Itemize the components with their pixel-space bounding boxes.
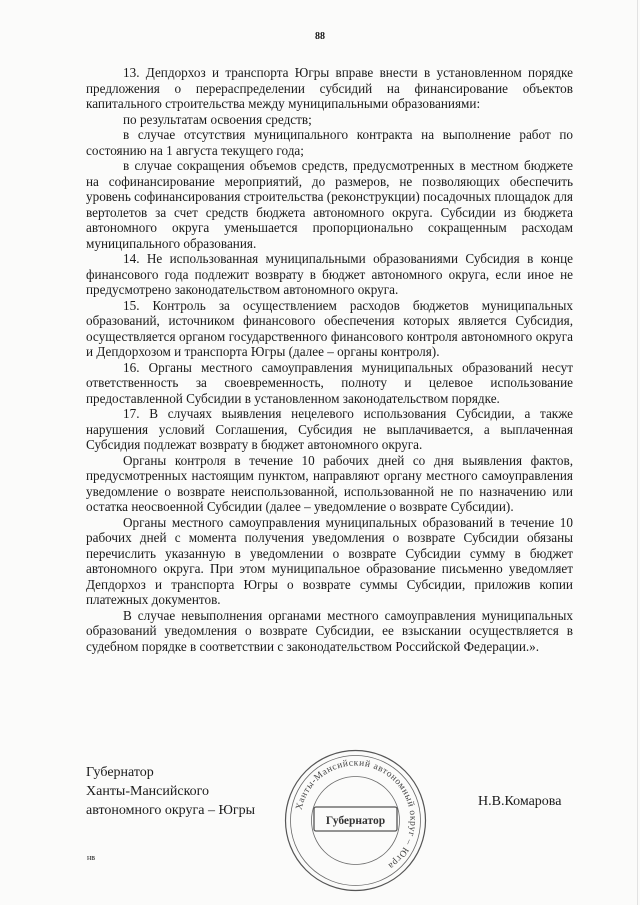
scan-edge-line [637, 0, 638, 905]
page-number: 88 [315, 31, 325, 42]
paragraph-14: 14. Не использованная муниципальными образованиями Субсидия в конце финансового года подлежит возврату в бюджет автономного округа, если иное не предусмотрено законодательством автономного округа. [86, 251, 573, 297]
paragraph-17-refund-duty: Органы местного самоуправления муниципальных образований в течение 10 рабочих дней с момента получения уведомления о возврате Субсидии обязаны перечислить указанную в уведомлении о возврате Субсидии сумму в бюджет автономного округа. При этом муниципальное образование письменно уведомляет Депдорхоз и транспорта Югры о возврате суммы Субсидии, приложив копии платежных документов. [86, 514, 573, 607]
official-seal-stamp [283, 748, 428, 893]
paragraph-17-court-recovery: В случае невыполнения органами местного самоуправления муниципальных образований уведомления о возврате Субсидии, ее взыскании осуществляется в судебном порядке в соответствии с законодательством Российской Федерации.». [86, 607, 573, 654]
signature-region-line-2: автономного округа – Югры [86, 803, 255, 818]
stamp-ring-text: Ханты-Мансийский автономный округ – Югра [294, 758, 418, 871]
paragraph-13-item-1: по результатам освоения средств; [123, 111, 312, 127]
document-body [86, 65, 573, 654]
signature-title: Губернатор [86, 765, 154, 780]
signature-block [86, 763, 255, 820]
signer-name: Н.В.Комарова [478, 794, 562, 809]
footer-code: нв [87, 853, 96, 862]
paragraph-13: 13. Депдорхоз и транспорта Югры вправе внести в установленном порядке предложения о перераспределении субсидий на финансирование объектов капитального строительства между муниципальными образованиями: [86, 65, 573, 111]
signature-region-line-1: Ханты-Мансийского [86, 784, 210, 799]
paragraph-16: 16. Органы местного самоуправления муниципальных образований несут ответственность за своевременность, полноту и целевое использование предоставленной Субсидии в установленном законодательством порядке. [86, 359, 573, 406]
stamp-center-text: Губернатор [325, 815, 386, 827]
paragraph-17-control-notice: Органы контроля в течение 10 рабочих дней со дня выявления фактов, предусмотренных настоящим пунктом, направляют органу местного самоуправления уведомление о возврате неиспользованной, использованной не по назначению или остатка неосвоенной Субсидии (далее – уведомление о возврате Субсидии). [86, 452, 573, 514]
paragraph-17: 17. В случаях выявления нецелевого использования Субсидии, а также нарушения условий Соглашения, Субсидия не выплачивается, а выплаченная Субсидия подлежат возврату в бюджет автономного округа. [86, 406, 573, 452]
paragraph-15: 15. Контроль за осуществлением расходов бюджетов муниципальных образований, источником финансового обеспечения которых является Субсидия, осуществляется органом государственного финансового контроля автономного округа и Депдорхозом и транспорта Югры (далее – органы контроля). [86, 297, 573, 359]
paragraph-13-item-2: в случае отсутствия муниципального контракта на выполнение работ по состоянию на 1 августа текущего года; [86, 127, 573, 158]
paragraph-13-item-3: в случае сокращения объемов средств, предусмотренных в местном бюджете на софинансирование мероприятий, до размеров, не позволяющих обеспечить уровень софинансирования строительства (реконструкции) посадочных площадок для вертолетов за счет средств бюджета автономного округа. Субсидии из бюджета автономного округа уменьшается пропорционально сокращенным расходам муниципального образования. [86, 158, 573, 251]
